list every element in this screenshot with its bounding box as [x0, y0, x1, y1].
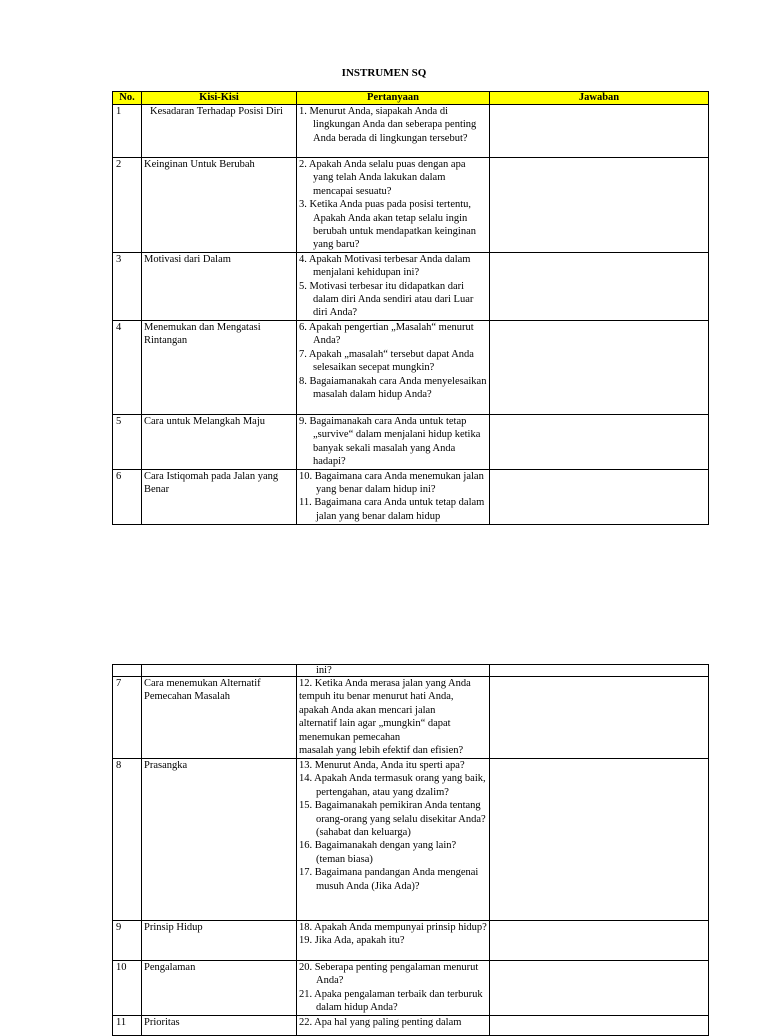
row-number: 7 — [113, 677, 142, 759]
question-text: 10. Bagaimana cara Anda menemukan jalan yang benar dalam hidup ini? — [299, 470, 484, 495]
pertanyaan-cell — [297, 469, 490, 524]
question-text: 2. Apakah Anda selalu puas dengan apa yang telah Anda lakukan dalam mencapai sesuatu? — [299, 159, 466, 197]
table-row — [113, 960, 709, 1015]
sq-table-page-2 — [112, 664, 709, 1036]
document-title: INSTRUMEN SQ — [341, 67, 427, 79]
jawaban-cell[interactable] — [490, 414, 709, 469]
kisi-kisi-cell — [142, 665, 297, 677]
table-row — [113, 320, 709, 414]
table-row — [113, 252, 709, 320]
table-row — [113, 758, 709, 920]
table-row — [113, 414, 709, 469]
jawaban-cell[interactable] — [490, 758, 709, 920]
question-text: 8. Bagaiamanakah cara Anda menyelesaikan masalah dalam hidup Anda? — [299, 375, 487, 400]
question-text: 20. Seberapa penting pengalaman menurut Anda? — [299, 961, 479, 987]
row-number: 3 — [113, 252, 142, 320]
kisi-kisi-cell: Prioritas — [142, 1015, 297, 1035]
question-text: 14. Apakah Anda termasuk orang yang baik, pertengahan, atau yang dzalim? — [299, 773, 486, 798]
pertanyaan-cell — [297, 1015, 490, 1035]
jawaban-cell[interactable] — [490, 665, 709, 677]
question-text: 9. Bagaimanakah cara Anda untuk tetap „survive“ dalam menjalani hidup ketika banyak sekali masalah yang Anda hadapi? — [299, 415, 481, 468]
question-text: 15. Bagaimanakah pemikiran Anda tentang orang-orang yang selalu disekitar Anda? (sahabat dan keluarga) — [299, 800, 486, 838]
header-pertanyaan: Pertanyaan — [297, 92, 490, 105]
jawaban-cell[interactable] — [490, 1015, 709, 1035]
question-text: 13. Menurut Anda, Anda itu sperti apa? — [299, 759, 465, 771]
jawaban-cell[interactable] — [490, 920, 709, 960]
jawaban-cell[interactable] — [490, 677, 709, 759]
kisi-kisi-cell: Prinsip Hidup — [142, 920, 297, 960]
jawaban-cell[interactable] — [490, 469, 709, 524]
question-text: 12. Ketika Anda merasa jalan yang Anda — [299, 678, 471, 690]
pertanyaan-cell — [297, 677, 490, 759]
question-text: 18. Apakah Anda mempunyai prinsip hidup? — [299, 921, 487, 933]
question-text: menemukan pemecahan — [299, 731, 401, 743]
pertanyaan-cell — [297, 665, 490, 677]
pertanyaan-cell — [297, 105, 490, 158]
jawaban-cell[interactable] — [490, 105, 709, 158]
kisi-kisi-cell: Motivasi dari Dalam — [142, 252, 297, 320]
question-text: 17. Bagaimana pandangan Anda mengenai musuh Anda (Jika Ada)? — [299, 867, 479, 892]
question-text: 11. Bagaimana cara Anda untuk tetap dalam jalan yang benar dalam hidup — [299, 497, 485, 522]
sq-table-page-1 — [112, 91, 709, 525]
table-row-continuation — [113, 665, 709, 677]
question-text: masalah yang lebih efektif dan efisien? — [299, 745, 464, 757]
kisi-kisi-cell: Prasangka — [142, 758, 297, 920]
row-number: 8 — [113, 758, 142, 920]
header-kisi-kisi: Kisi-Kisi — [142, 92, 297, 105]
row-number: 6 — [113, 469, 142, 524]
row-number: 1 — [113, 105, 142, 158]
pertanyaan-cell — [297, 960, 490, 1015]
jawaban-cell[interactable] — [490, 158, 709, 253]
table-header-row — [113, 92, 709, 105]
question-text: 4. Apakah Motivasi terbesar Anda dalam menjalani kehidupan ini? — [299, 253, 471, 279]
row-number: 2 — [113, 158, 142, 253]
header-no: No. — [113, 92, 142, 105]
question-text: apakah Anda akan mencari jalan — [299, 704, 436, 716]
row-number: 4 — [113, 320, 142, 414]
jawaban-cell[interactable] — [490, 320, 709, 414]
pertanyaan-cell — [297, 758, 490, 920]
table-row — [113, 677, 709, 759]
row-number: 5 — [113, 414, 142, 469]
table-row — [113, 158, 709, 253]
question-text: 22. Apa hal yang paling penting dalam — [299, 1016, 462, 1028]
header-jawaban: Jawaban — [490, 92, 709, 105]
pertanyaan-cell — [297, 320, 490, 414]
kisi-kisi-cell — [142, 105, 297, 158]
row-number — [113, 665, 142, 677]
row-number: 11 — [113, 1015, 142, 1035]
jawaban-cell[interactable] — [490, 252, 709, 320]
table-row — [113, 920, 709, 960]
kisi-kisi-cell: Cara menemukan Alternatif Pemecahan Masalah — [142, 677, 297, 759]
question-text: 7. Apakah „masalah“ tersebut dapat Anda selesaikan secepat mungkin? — [299, 348, 474, 374]
pertanyaan-cell — [297, 252, 490, 320]
table-row — [113, 105, 709, 158]
pertanyaan-cell — [297, 920, 490, 960]
question-text: tempuh itu benar menurut hati Anda, — [299, 691, 454, 703]
question-text: 21. Apaka pengalaman terbaik dan terburuk dalam hidup Anda? — [299, 988, 483, 1014]
question-text: 1. Menurut Anda, siapakah Anda di lingkungan Anda dan seberapa penting Anda berada di lingkungan tersebut? — [299, 106, 477, 144]
pertanyaan-cell — [297, 414, 490, 469]
kisi-kisi-cell: Keinginan Untuk Berubah — [142, 158, 297, 253]
kisi-kisi-cell: Cara untuk Melangkah Maju — [142, 414, 297, 469]
kisi-kisi-cell: Cara Istiqomah pada Jalan yang Benar — [142, 469, 297, 524]
pertanyaan-cell — [297, 158, 490, 253]
question-text: 16. Bagaimanakah dengan yang lain? (teman biasa) — [299, 840, 457, 865]
question-text: alternatif lain agar „mungkin“ dapat — [299, 718, 451, 730]
question-text: 3. Ketika Anda puas pada posisi tertentu, Apakah Anda akan tetap selalu ingin berubah untuk mendapatkan keinginan yang baru? — [299, 199, 476, 251]
question-text: 19. Jika Ada, apakah itu? — [299, 935, 405, 947]
question-text: 6. Apakah pengertian „Masalah“ menurut Anda? — [299, 321, 474, 347]
question-text: 5. Motivasi terbesar itu didapatkan dari dalam diri Anda sendiri atau dari Luar diri Anda? — [299, 280, 474, 319]
row-number: 10 — [113, 960, 142, 1015]
table-row — [113, 469, 709, 524]
table-row — [113, 1015, 709, 1035]
kisi-kisi-text: Kesadaran Terhadap Posisi Diri — [150, 106, 283, 117]
kisi-kisi-cell: Pengalaman — [142, 960, 297, 1015]
jawaban-cell[interactable] — [490, 960, 709, 1015]
kisi-kisi-cell: Menemukan dan Mengatasi Rintangan — [142, 320, 297, 414]
question-continuation: ini? — [316, 665, 332, 676]
row-number: 9 — [113, 920, 142, 960]
